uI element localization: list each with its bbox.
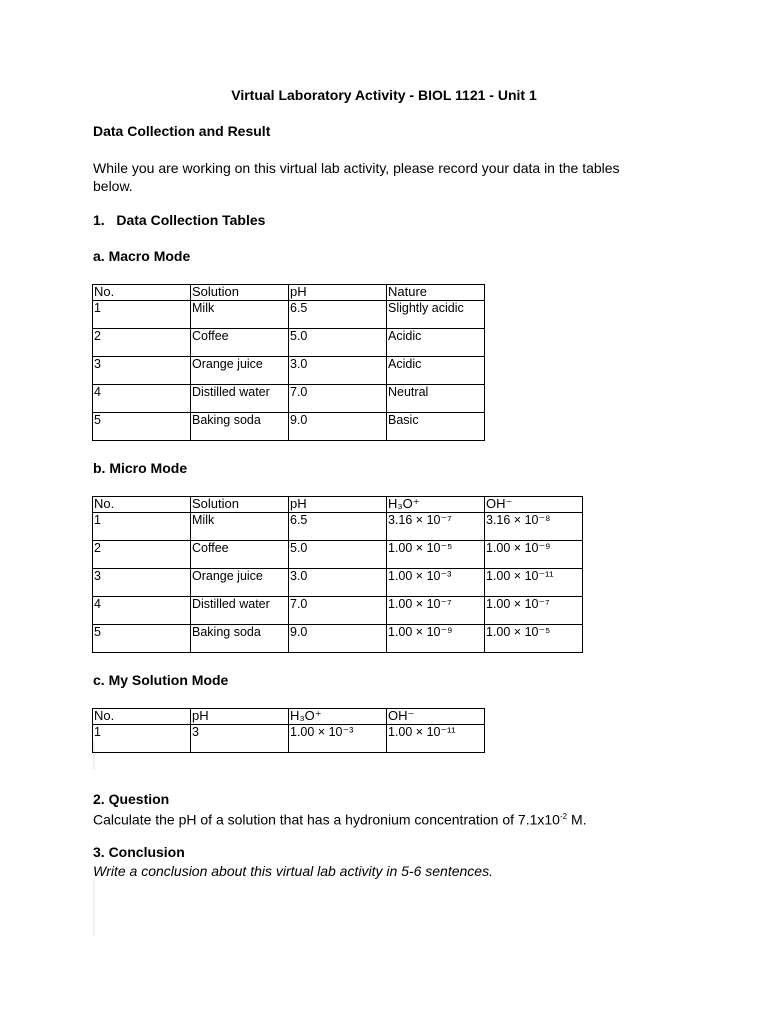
table-row (93, 569, 583, 597)
header-cell: OH⁻ (485, 497, 583, 513)
table-cell: 7.0 (289, 385, 387, 413)
header-cell: pH (289, 497, 387, 513)
table-row (93, 413, 485, 441)
table-cell: 5 (93, 413, 191, 441)
table-cell: 5.0 (289, 329, 387, 357)
my-solution-mode-heading: c. My Solution Mode (93, 672, 229, 688)
table-cell: 1.00 × 10⁻³ (387, 569, 485, 597)
table-cell: 5 (93, 625, 191, 653)
table-row (93, 597, 583, 625)
question-heading: 2. Question (93, 791, 170, 807)
table-cell: 1.00 × 10⁻⁹ (485, 541, 583, 569)
table-row (93, 301, 485, 329)
table-cell: Baking soda (191, 625, 289, 653)
table-row (93, 357, 485, 385)
table-row (93, 725, 485, 753)
header-cell: Nature (387, 285, 485, 301)
my-solution-mode-table (92, 708, 485, 753)
table-cell: Coffee (191, 541, 289, 569)
header-cell: No. (93, 709, 191, 725)
table-cell: Distilled water (191, 597, 289, 625)
header-cell: pH (191, 709, 289, 725)
header-cell: Solution (191, 497, 289, 513)
table-cell: 3 (191, 725, 289, 753)
header-cell: H₃O⁺ (289, 709, 387, 725)
table-cell: Slightly acidic (387, 301, 485, 329)
table-cell: 2 (93, 541, 191, 569)
table-cell: 6.5 (289, 301, 387, 329)
table-header-row (93, 285, 485, 301)
table-cell: Acidic (387, 329, 485, 357)
table-cell: Orange juice (191, 357, 289, 385)
macro-mode-table (92, 284, 485, 441)
header-cell: No. (93, 285, 191, 301)
table-cell: Distilled water (191, 385, 289, 413)
table-cell: Milk (191, 513, 289, 541)
section-heading: Data Collection and Result (93, 123, 271, 139)
table-cell: Orange juice (191, 569, 289, 597)
table-cell: Neutral (387, 385, 485, 413)
table-cell: 1.00 × 10⁻⁷ (387, 597, 485, 625)
table-cell: 1 (93, 513, 191, 541)
table-cell: 1.00 × 10⁻¹¹ (387, 725, 485, 753)
table-cell: Coffee (191, 329, 289, 357)
margin-bar (93, 880, 95, 935)
table-cell: Acidic (387, 357, 485, 385)
table-cell: 1.00 × 10⁻⁵ (485, 625, 583, 653)
table-cell: 9.0 (289, 413, 387, 441)
table-header-row (93, 497, 583, 513)
header-cell: H₃O⁺ (387, 497, 485, 513)
table-cell: 1 (93, 301, 191, 329)
header-cell: pH (289, 285, 387, 301)
table-cell: 1.00 × 10⁻⁹ (387, 625, 485, 653)
table-cell: 4 (93, 385, 191, 413)
table-cell: 3 (93, 357, 191, 385)
table-cell: Baking soda (191, 413, 289, 441)
table-cell: 3.16 × 10⁻⁷ (387, 513, 485, 541)
table-row (93, 541, 583, 569)
table-cell: 7.0 (289, 597, 387, 625)
header-cell: No. (93, 497, 191, 513)
conclusion-heading: 3. Conclusion (93, 844, 185, 860)
table-cell: 5.0 (289, 541, 387, 569)
table-cell: 1.00 × 10⁻³ (289, 725, 387, 753)
table-cell: 3 (93, 569, 191, 597)
table-header-row (93, 709, 485, 725)
header-cell: Solution (191, 285, 289, 301)
document-title: Virtual Laboratory Activity - BIOL 1121 - Unit 1 (231, 87, 537, 103)
micro-mode-heading: b. Micro Mode (93, 460, 188, 476)
table-cell: 1 (93, 725, 191, 753)
table-cell: 6.5 (289, 513, 387, 541)
table-cell: Milk (191, 301, 289, 329)
intro-paragraph: While you are working on this virtual lab activity, please record your data in the tables below. (93, 160, 620, 194)
table-cell: 1.00 × 10⁻⁵ (387, 541, 485, 569)
table-cell: Basic (387, 413, 485, 441)
question-text (93, 808, 587, 829)
data-collection-heading: 1. Data Collection Tables (93, 212, 266, 228)
conclusion-prompt: Write a conclusion about this virtual lab activity in 5-6 sentences. (93, 863, 493, 879)
table-row (93, 625, 583, 653)
table-cell: 1.00 × 10⁻⁷ (485, 597, 583, 625)
table-row (93, 513, 583, 541)
table-cell: 9.0 (289, 625, 387, 653)
micro-mode-table (92, 496, 583, 653)
table-cell: 3.0 (289, 357, 387, 385)
table-row (93, 385, 485, 413)
table-cell: 4 (93, 597, 191, 625)
macro-mode-heading: a. Macro Mode (93, 248, 191, 264)
question-exponent: -2 (559, 812, 568, 821)
table-cell: 2 (93, 329, 191, 357)
table-cell: 1.00 × 10⁻¹¹ (485, 569, 583, 597)
table-row (93, 329, 485, 357)
table-cell: 3.16 × 10⁻⁸ (485, 513, 583, 541)
header-cell: OH⁻ (387, 709, 485, 725)
question-text-main: Calculate the pH of a solution that has a hydronium concentration of 7.1x10 (93, 811, 560, 828)
table-cell: 3.0 (289, 569, 387, 597)
question-text-unit: M. (567, 811, 587, 828)
